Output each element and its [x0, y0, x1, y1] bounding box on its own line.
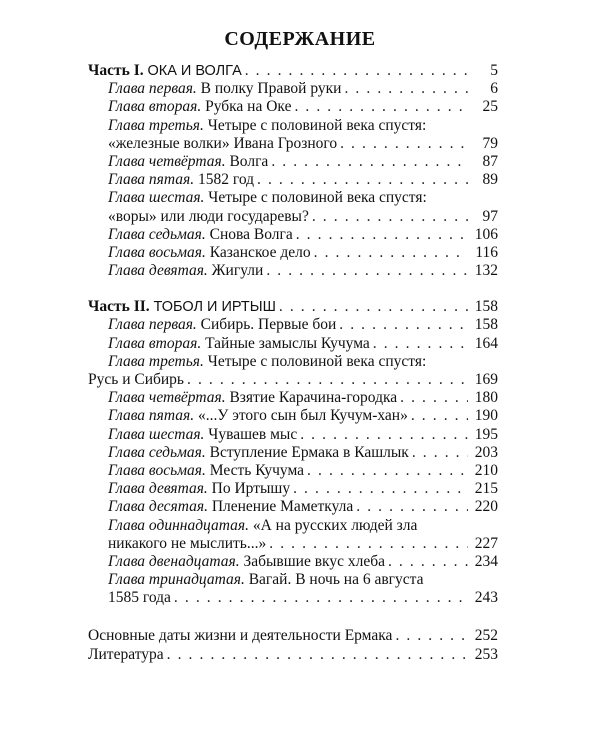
- chapter-label: Глава седьмая.: [108, 225, 206, 243]
- leader-dots: [245, 62, 468, 80]
- chapter-title-continued: «воры» или люди государевы?: [108, 207, 309, 225]
- page-number: 243: [474, 589, 498, 607]
- toc-entry[interactable]: [88, 426, 498, 444]
- chapter-label: Глава одиннадцатая.: [108, 516, 249, 534]
- chapter-title: Забывшие вкус хлеба: [243, 552, 385, 570]
- chapter-title: Взятие Карачина-городка: [229, 389, 398, 407]
- chapter-label: Глава четвёртая.: [108, 389, 226, 407]
- chapter-title: Вступление Ермака в Кашлык: [209, 443, 409, 461]
- toc-entry-continuation[interactable]: [88, 208, 498, 226]
- toc-entry[interactable]: [88, 80, 498, 98]
- leader-dots: [312, 208, 468, 226]
- toc-entry[interactable]: [88, 407, 498, 425]
- chapter-label: Глава третья.: [108, 352, 204, 370]
- page-number: 5: [490, 62, 498, 79]
- chapter-title: Четыре с половиной века спустя:: [208, 189, 427, 207]
- toc-entry-continuation[interactable]: [88, 371, 498, 389]
- toc-entry[interactable]: [88, 262, 498, 280]
- toc-entry[interactable]: [88, 335, 498, 353]
- page-number: 180: [474, 389, 498, 407]
- chapter-title: Чувашев мыс: [208, 425, 298, 443]
- chapter-label: Глава четвёртая.: [108, 152, 226, 170]
- leader-dots: [339, 316, 468, 334]
- section-spacer: [88, 280, 498, 298]
- part-label: Часть II.: [88, 298, 150, 316]
- chapter-title-continued: Русь и Сибирь: [88, 371, 184, 388]
- leader-dots: [344, 80, 468, 98]
- page-number: 220: [474, 498, 498, 516]
- chapter-label: Глава пятая.: [108, 171, 195, 189]
- entry-title: Основные даты жизни и деятельности Ермака: [88, 627, 393, 645]
- chapter-title: Сибирь. Первые бои: [200, 316, 337, 334]
- page-number: 106: [474, 225, 498, 243]
- toc-entry-continuation[interactable]: [88, 589, 498, 607]
- leader-dots: [411, 407, 468, 425]
- leader-dots: [271, 153, 468, 171]
- chapter-label: Глава первая.: [108, 316, 197, 334]
- chapter-label: Глава восьмая.: [108, 461, 206, 479]
- part-heading-2[interactable]: [88, 298, 498, 316]
- chapter-title-continued: 1585 года: [108, 589, 171, 607]
- chapter-label: Глава девятая.: [108, 262, 208, 280]
- chapter-title: Тайные замыслы Кучума: [205, 334, 370, 352]
- toc-entry[interactable]: [88, 498, 498, 516]
- chapter-title-continued: никакого не мыслить...»: [108, 534, 267, 552]
- page-number: 132: [474, 262, 498, 280]
- part-label: Часть I.: [88, 62, 144, 79]
- chapter-label: Глава тринадцатая.: [108, 571, 245, 589]
- leader-dots: [296, 226, 468, 244]
- page-number: 203: [474, 443, 498, 461]
- chapter-title: Четыре с половиной века спустя:: [207, 116, 427, 134]
- chapter-title: Волга: [229, 152, 269, 170]
- chapter-title: Месть Кучума: [209, 461, 305, 479]
- chapter-title: Четыре с половиной века спустя:: [207, 352, 427, 370]
- toc-entry[interactable]: [88, 98, 498, 116]
- chapter-label: Глава шестая.: [108, 425, 205, 443]
- chapter-label: Глава пятая.: [108, 407, 195, 425]
- chapter-label: Глава девятая.: [108, 480, 208, 498]
- toc-entry[interactable]: [88, 153, 498, 171]
- leader-dots: [266, 262, 468, 280]
- toc-entry[interactable]: [88, 517, 498, 535]
- page-number: 158: [474, 298, 498, 316]
- chapter-label: Глава первая.: [108, 80, 197, 98]
- table-of-contents: [88, 62, 498, 664]
- leader-dots: [174, 589, 468, 607]
- leader-dots: [257, 171, 468, 189]
- chapter-title: Пленение Маметкула: [211, 498, 354, 516]
- chapter-title: 1582 год: [197, 171, 255, 189]
- leader-dots: [294, 98, 468, 116]
- toc-entry[interactable]: [88, 244, 498, 262]
- leader-dots: [167, 646, 468, 664]
- chapter-label: Глава восьмая.: [108, 243, 206, 261]
- toc-entry[interactable]: [88, 444, 498, 462]
- leader-dots: [388, 553, 468, 571]
- chapter-title: Казанское дело: [209, 243, 311, 261]
- toc-entry[interactable]: [88, 316, 498, 334]
- page-number: 215: [474, 480, 498, 498]
- leader-dots: [187, 371, 468, 389]
- page-number: 164: [474, 334, 498, 352]
- page-number: 79: [482, 134, 498, 152]
- toc-entry[interactable]: [88, 480, 498, 498]
- leader-dots: [395, 627, 468, 645]
- chapter-label: Глава вторая.: [108, 334, 202, 352]
- page-number: 234: [474, 552, 498, 570]
- toc-entry[interactable]: [88, 462, 498, 480]
- page-number: 25: [482, 98, 498, 116]
- leader-dots: [300, 426, 468, 444]
- toc-entry[interactable]: [88, 353, 498, 371]
- chapter-title-continued: «железные волки» Ивана Грозного: [108, 134, 338, 152]
- page-number: 97: [482, 207, 498, 225]
- page-number: 116: [475, 243, 498, 261]
- toc-entry[interactable]: [88, 389, 498, 407]
- page-number: 190: [474, 407, 498, 425]
- chapter-label: Глава десятая.: [108, 498, 208, 516]
- page-number: 252: [474, 627, 498, 645]
- chapter-title: По Иртышу: [211, 480, 291, 498]
- part-name: ТОБОЛ И ИРТЫШ: [153, 299, 276, 316]
- leader-dots: [293, 480, 468, 498]
- leader-dots: [400, 389, 468, 407]
- chapter-label: Глава шестая.: [108, 189, 205, 207]
- page-number: 87: [482, 152, 498, 170]
- page-number: 89: [482, 171, 498, 189]
- chapter-title: «...У этого сын был Кучум-хан»: [197, 407, 408, 425]
- leader-dots: [412, 444, 468, 462]
- chapter-title: Снова Волга: [209, 225, 293, 243]
- toc-entry[interactable]: [88, 171, 498, 189]
- toc-entry[interactable]: [88, 571, 498, 589]
- toc-entry[interactable]: [88, 553, 498, 571]
- chapter-title: Жигули: [211, 262, 264, 280]
- page-number: 6: [490, 80, 498, 98]
- chapter-title: В полку Правой руки: [200, 80, 342, 98]
- toc-entry[interactable]: [88, 189, 498, 207]
- chapter-title: «А на русских людей зла: [252, 516, 418, 534]
- leader-dots: [307, 462, 468, 480]
- toc-entry-continuation[interactable]: [88, 535, 498, 553]
- part-heading-1[interactable]: [88, 62, 498, 80]
- chapter-label: Глава третья.: [108, 116, 204, 134]
- section-spacer: [88, 607, 498, 627]
- chapter-label: Глава вторая.: [108, 98, 202, 116]
- page-number: 158: [474, 316, 498, 334]
- toc-entry[interactable]: [88, 226, 498, 244]
- leader-dots: [279, 298, 468, 316]
- chapter-title: Рубка на Оке: [205, 98, 292, 116]
- page-number: 210: [474, 461, 498, 479]
- leader-dots: [356, 498, 468, 516]
- toc-entry[interactable]: [88, 117, 498, 135]
- page-title: СОДЕРЖАНИЕ: [224, 28, 376, 50]
- page-number: 253: [474, 645, 498, 663]
- leader-dots: [314, 244, 468, 262]
- toc-entry-literature[interactable]: [88, 646, 498, 664]
- chapter-title: Вагай. В ночь на 6 августа: [248, 571, 424, 589]
- page-number: 169: [474, 371, 498, 388]
- leader-dots: [269, 535, 468, 553]
- leader-dots: [340, 135, 468, 153]
- toc-entry-chronology[interactable]: [88, 627, 498, 645]
- page-number: 195: [474, 425, 498, 443]
- chapter-label: Глава седьмая.: [108, 443, 206, 461]
- entry-title: Литература: [88, 645, 164, 663]
- chapter-label: Глава двенадцатая.: [108, 552, 240, 570]
- leader-dots: [373, 335, 468, 353]
- toc-entry-continuation[interactable]: [88, 135, 498, 153]
- page-number: 227: [474, 534, 498, 552]
- part-name: ОКА И ВОЛГА: [147, 63, 242, 79]
